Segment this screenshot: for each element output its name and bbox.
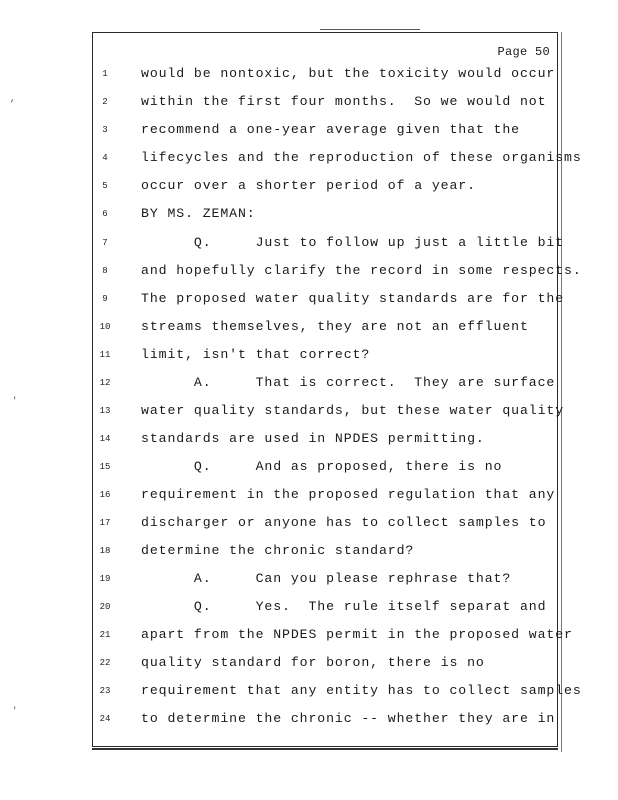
transcript-line [0,431,618,451]
transcript-line [0,571,618,591]
transcript-line [0,459,618,479]
transcript-line [0,487,618,507]
line-text: occur over a shorter period of a year. [141,178,476,193]
line-number: 15 [99,462,111,472]
transcript-line [0,655,618,675]
transcript-line [0,150,618,170]
line-text: apart from the NPDES permit in the proposed water [141,627,573,642]
line-text: streams themselves, they are not an effluent [141,319,529,334]
line-text: A. Can you please rephrase that? [141,571,512,586]
transcript-line [0,122,618,142]
line-text: determine the chronic standard? [141,543,415,558]
line-number: 9 [102,294,108,304]
line-text: requirement in the proposed regulation that any [141,487,556,502]
transcript-line [0,319,618,339]
transcript-line [0,206,618,226]
transcript-line [0,711,618,731]
line-number: 8 [102,266,108,276]
transcript-line [0,543,618,563]
line-number: 4 [102,153,108,163]
margin-mark: , [10,94,16,104]
transcript-line [0,94,618,114]
transcript-line [0,375,618,395]
line-number: 22 [99,658,111,668]
margin-mark: ' [12,706,18,716]
line-text: Q. Yes. The rule itself separat and [141,599,547,614]
line-number: 14 [99,434,111,444]
transcript-line [0,515,618,535]
line-number: 7 [102,238,108,248]
line-number: 3 [102,125,108,135]
line-number: 10 [99,322,111,332]
line-text: would be nontoxic, but the toxicity would occur [141,66,556,81]
line-text: lifecycles and the reproduction of these organisms [141,150,582,165]
transcript-line [0,66,618,86]
top-rule [320,29,420,30]
line-number: 17 [99,518,111,528]
line-text: A. That is correct. They are surface [141,375,556,390]
transcript-line [0,403,618,423]
transcript-line [0,291,618,311]
line-text: Q. And as proposed, there is no [141,459,503,474]
line-number: 20 [99,602,111,612]
line-number: 6 [102,209,108,219]
transcript-line [0,178,618,198]
line-text: within the first four months. So we would not [141,94,547,109]
line-number: 24 [99,714,111,724]
line-text: Q. Just to follow up just a little bit [141,235,565,250]
line-text: standards are used in NPDES permitting. [141,431,485,446]
line-text: requirement that any entity has to collect samples [141,683,582,698]
line-number: 16 [99,490,111,500]
line-number: 19 [99,574,111,584]
line-text: to determine the chronic -- whether they are in [141,711,556,726]
line-number: 1 [102,69,108,79]
transcript-line [0,627,618,647]
line-number: 2 [102,97,108,107]
line-text: recommend a one-year average given that the [141,122,520,137]
transcript-line [0,683,618,703]
transcript-line [0,347,618,367]
margin-mark: ' [12,396,18,406]
line-text: discharger or anyone has to collect samples to [141,515,547,530]
page-number: Page 50 [497,45,550,59]
transcript-line [0,599,618,619]
bottom-rule [92,748,558,750]
line-text: water quality standards, but these water quality [141,403,565,418]
line-text: quality standard for boron, there is no [141,655,485,670]
line-text: The proposed water quality standards are for the [141,291,565,306]
line-number: 18 [99,546,111,556]
line-number: 5 [102,181,108,191]
line-number: 11 [99,350,111,360]
line-text: and hopefully clarify the record in some respects. [141,263,582,278]
line-number: 21 [99,630,111,640]
line-number: 23 [99,686,111,696]
transcript-line [0,263,618,283]
transcript-line [0,235,618,255]
line-number: 12 [99,378,111,388]
line-text: limit, isn't that correct? [141,347,371,362]
line-text: BY MS. ZEMAN: [141,206,256,221]
line-number: 13 [99,406,111,416]
